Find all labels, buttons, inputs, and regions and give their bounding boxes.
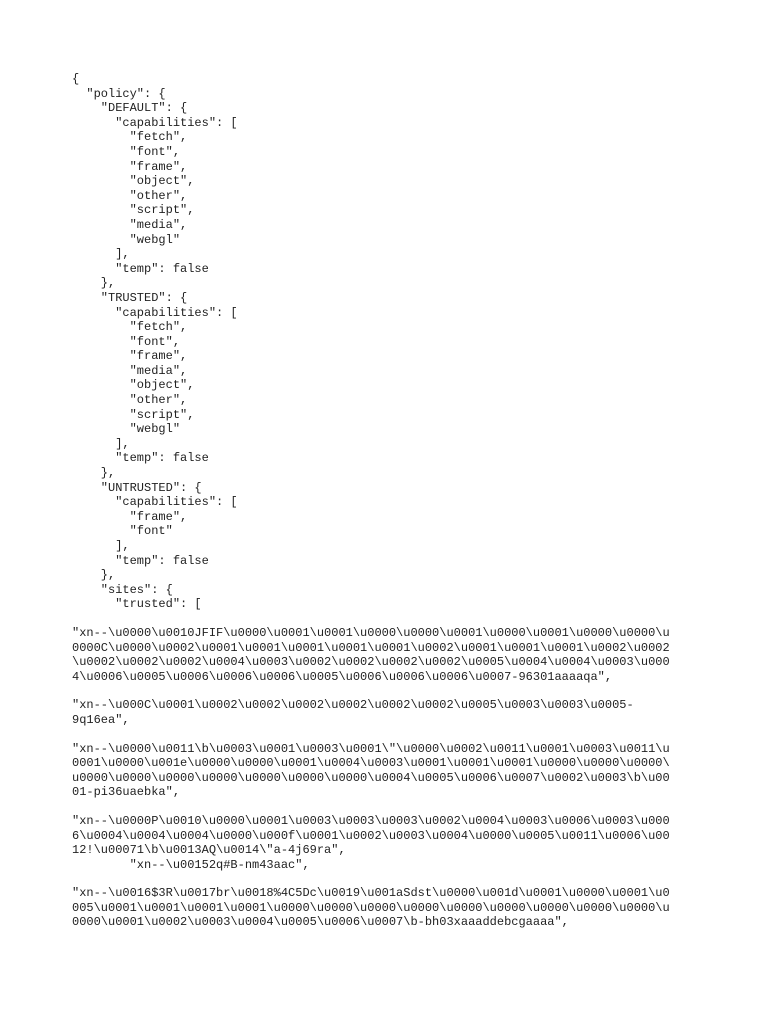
entry-line: "xn--\u0016$3R\u0017br\u0018%4C5Dc\u0019\u001aSdst\u0000\u001d\u0001\u0000\u0001\u0: [72, 886, 670, 901]
code-line: "script",: [72, 407, 195, 422]
entry-line: "xn--\u0000\u0010JFIF\u0000\u0001\u0001\u0000\u0000\u0001\u0000\u0001\u0000\u0000\u: [72, 625, 670, 640]
entry-line: 6\u0004\u0004\u0004\u0000\u000f\u0001\u0002\u0003\u0004\u0000\u0005\u0011\u0006\u00: [72, 828, 670, 843]
code-line: "webgl": [72, 232, 181, 247]
code-line: ],: [72, 247, 130, 262]
code-line: "trusted": [: [72, 597, 202, 612]
code-line: ],: [72, 436, 130, 451]
code-line: "sites": {: [72, 582, 173, 597]
code-line: "font",: [72, 334, 181, 349]
code-line: "temp": false: [72, 553, 209, 568]
entry-line: 005\u0001\u0001\u0001\u0001\u0000\u0000\u0000\u0000\u0000\u0000\u0000\u0000\u0000\u: [72, 900, 670, 915]
trusted-site-entry: [72, 742, 698, 800]
entry-line: "xn--\u00152q#B-nm43aac",: [72, 857, 310, 872]
code-line: "temp": false: [72, 451, 209, 466]
code-line: "other",: [72, 393, 188, 408]
code-line: "font": [72, 524, 173, 539]
code-line: },: [72, 466, 116, 481]
entry-line: "xn--\u0000\u0011\b\u0003\u0001\u0003\u0001\"\u0000\u0002\u0011\u0001\u0003\u0011\u: [72, 741, 670, 756]
entry-line: u0000\u0000\u0000\u0000\u0000\u0000\u0000\u0004\u0005\u0006\u0007\u0002\u0003\b\u00: [72, 770, 670, 785]
entry-line: 0001\u0000\u001e\u0000\u0000\u0001\u0004\u0003\u0001\u0001\u0001\u0000\u0000\u0000\: [72, 756, 670, 771]
code-line: "webgl": [72, 422, 181, 437]
code-line: "fetch",: [72, 320, 188, 335]
code-line: "policy": {: [72, 86, 166, 101]
code-line: "object",: [72, 174, 195, 189]
entry-line: 0000\u0001\u0002\u0003\u0004\u0005\u0006\u0007\b-bh03xaaaddebcgaaaa",: [72, 915, 569, 930]
code-line: "TRUSTED": {: [72, 290, 188, 305]
code-line: "frame",: [72, 349, 188, 364]
code-line: ],: [72, 539, 130, 553]
code-line: },: [72, 276, 116, 291]
code-line: "capabilities": [: [72, 115, 238, 130]
code-line: "fetch",: [72, 130, 188, 145]
code-line: "object",: [72, 378, 195, 393]
code-line: "capabilities": [: [72, 495, 238, 510]
entry-line: 01-pi36uaebka",: [72, 785, 181, 800]
code-line: "font",: [72, 144, 181, 159]
entry-line: 9q16ea",: [72, 712, 130, 727]
code-line: "frame",: [72, 509, 188, 524]
entry-line: 12!\u00071\b\u0013AQ\u0014\"a-4j69ra",: [72, 843, 346, 858]
json-code-block: [72, 72, 698, 612]
trusted-site-entry: [72, 814, 698, 872]
trusted-site-entry: [72, 698, 698, 727]
code-line: "script",: [72, 203, 195, 218]
code-line: "media",: [72, 217, 188, 232]
entry-line: "xn--\u000C\u0001\u0002\u0002\u0002\u0002\u0002\u0002\u0005\u0003\u0003\u0005-: [72, 698, 634, 713]
entry-line: "xn--\u0000P\u0010\u0000\u0001\u0003\u0003\u0003\u0002\u0004\u0003\u0006\u0003\u000: [72, 813, 670, 828]
entry-line: 4\u0006\u0005\u0006\u0006\u0006\u0005\u0006\u0006\u0006\u0007-96301aaaaqa",: [72, 669, 613, 684]
code-line: "media",: [72, 363, 188, 378]
code-line: },: [72, 568, 116, 583]
code-line: "other",: [72, 188, 188, 203]
code-line: "UNTRUSTED": {: [72, 480, 202, 495]
document-page: [72, 72, 698, 930]
trusted-site-entry: [72, 886, 698, 930]
trusted-site-entry: [72, 626, 698, 684]
code-line: "temp": false: [72, 261, 209, 276]
entry-line: \u0002\u0002\u0002\u0004\u0003\u0002\u0002\u0002\u0002\u0005\u0004\u0004\u0003\u000: [72, 655, 670, 670]
code-line: {: [72, 72, 80, 86]
entry-line: 0000C\u0000\u0002\u0001\u0001\u0001\u0001\u0001\u0002\u0001\u0001\u0001\u0002\u0002: [72, 640, 670, 655]
code-line: "capabilities": [: [72, 305, 238, 320]
code-line: "DEFAULT": {: [72, 101, 188, 116]
code-line: "frame",: [72, 159, 188, 174]
